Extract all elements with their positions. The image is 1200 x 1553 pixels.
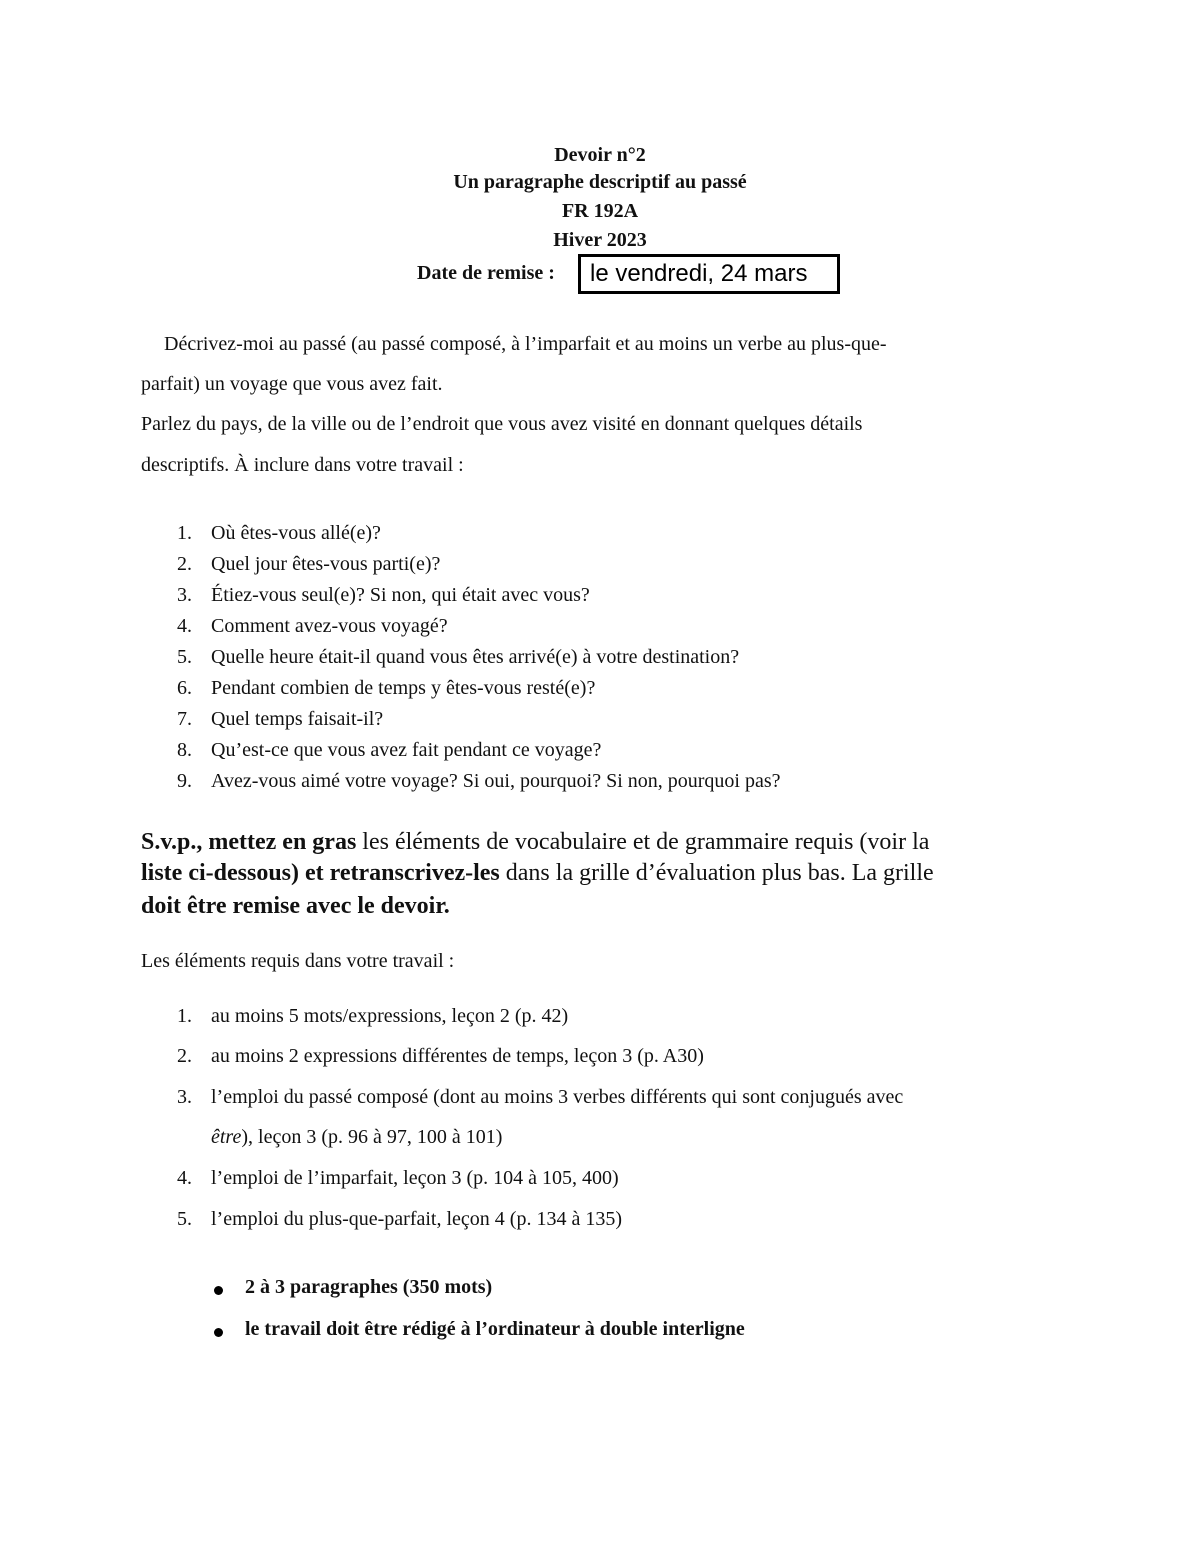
- bullet-dot-icon: [214, 1328, 223, 1337]
- list-item-number: 8.: [177, 739, 192, 761]
- list-item-number: 9.: [177, 770, 192, 792]
- list-item-number: 2.: [177, 1045, 192, 1067]
- list-item: l’emploi du passé composé (dont au moins 3 verbes différents qui sont conjugués avec: [211, 1086, 904, 1108]
- list-item: au moins 2 expressions différentes de temps, leçon 3 (p. A30): [211, 1045, 704, 1067]
- list-item: Où êtes-vous allé(e)?: [211, 522, 381, 544]
- term: Hiver 2023: [553, 229, 647, 251]
- list-item-number: 7.: [177, 708, 192, 730]
- assignment-title: Devoir n°2: [554, 144, 646, 166]
- list-item: l’emploi du plus-que-parfait, leçon 4 (p. 134 à 135): [211, 1208, 622, 1230]
- due-date-label: Date de remise :: [417, 262, 555, 284]
- list-item: Pendant combien de temps y êtes-vous resté(e)?: [211, 677, 596, 699]
- list-item-number: 1.: [177, 1005, 192, 1027]
- list-item-number: 2.: [177, 553, 192, 575]
- bullet-item: le travail doit être rédigé à l’ordinateur à double interligne: [245, 1318, 745, 1340]
- due-date-box: le vendredi, 24 mars: [578, 254, 840, 294]
- intro-line-2: parfait) un voyage que vous avez fait.: [141, 373, 443, 395]
- notice-line-1: S.v.p., mettez en gras les éléments de vocabulaire et de grammaire requis (voir la: [141, 829, 930, 855]
- intro-line-3: Parlez du pays, de la ville ou de l’endroit que vous avez visité en donnant quelques détails: [141, 413, 863, 435]
- bullet-dot-icon: [214, 1286, 223, 1295]
- list-item-number: 4.: [177, 1167, 192, 1189]
- list-item-number: 5.: [177, 646, 192, 668]
- notice-line-3: doit être remise avec le devoir.: [141, 893, 450, 919]
- notice-line-2: liste ci-dessous) et retranscrivez-les dans la grille d’évaluation plus bas. La grille: [141, 860, 934, 886]
- bullet-item: 2 à 3 paragraphes (350 mots): [245, 1276, 493, 1298]
- list-item-number: 3.: [177, 1086, 192, 1108]
- list-item-number: 6.: [177, 677, 192, 699]
- list-item: Étiez-vous seul(e)? Si non, qui était avec vous?: [211, 584, 590, 606]
- list-item: au moins 5 mots/expressions, leçon 2 (p. 42): [211, 1005, 569, 1027]
- list-item-continuation: être), leçon 3 (p. 96 à 97, 100 à 101): [211, 1126, 503, 1148]
- course-code: FR 192A: [561, 200, 639, 222]
- list-item: Avez-vous aimé votre voyage? Si oui, pourquoi? Si non, pourquoi pas?: [211, 770, 781, 792]
- list-item: Quel jour êtes-vous parti(e)?: [211, 553, 441, 575]
- list-item: Qu’est-ce que vous avez fait pendant ce voyage?: [211, 739, 602, 761]
- list-item: Quel temps faisait-il?: [211, 708, 384, 730]
- assignment-subtitle: Un paragraphe descriptif au passé: [453, 171, 747, 193]
- intro-line-1: Décrivez-moi au passé (au passé composé, à l’imparfait et au moins un verbe au plus-que-: [164, 333, 887, 355]
- list-item-number: 4.: [177, 615, 192, 637]
- list-item-number: 1.: [177, 522, 192, 544]
- list-item: l’emploi de l’imparfait, leçon 3 (p. 104 à 105, 400): [211, 1167, 619, 1189]
- list-item: Quelle heure était-il quand vous êtes arrivé(e) à votre destination?: [211, 646, 740, 668]
- requirements-intro: Les éléments requis dans votre travail :: [141, 950, 455, 972]
- intro-line-4: descriptifs. À inclure dans votre travail :: [141, 454, 464, 476]
- list-item-number: 3.: [177, 584, 192, 606]
- list-item-number: 5.: [177, 1208, 192, 1230]
- list-item: Comment avez-vous voyagé?: [211, 615, 448, 637]
